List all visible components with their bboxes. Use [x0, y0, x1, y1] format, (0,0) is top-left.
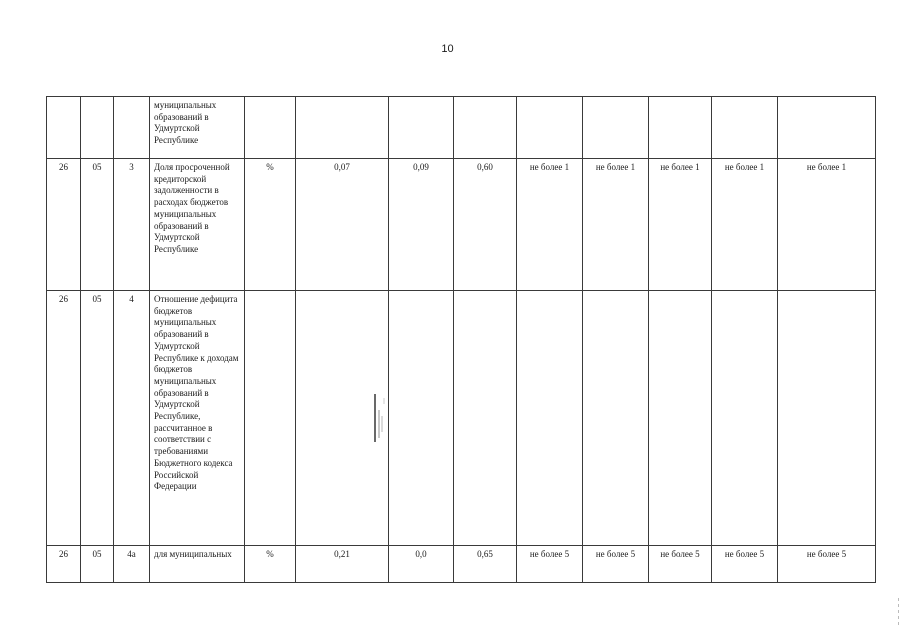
value-cell: 0,0	[389, 546, 454, 583]
code-gp-cell: 26	[47, 159, 81, 291]
indicator-name-cell: Доля просроченной кредиторской задолженности в расходах бюджетов муниципальных образований в Удмуртской Республике	[150, 159, 245, 291]
value-cell: не более 5	[778, 546, 876, 583]
value-cell	[517, 291, 583, 546]
indicator-table	[46, 96, 876, 583]
value-cell	[778, 97, 876, 159]
unit-cell	[245, 97, 296, 159]
indicator-number-cell: 4	[114, 291, 150, 546]
value-cell: 0,07	[296, 159, 389, 291]
unit-cell: %	[245, 546, 296, 583]
scan-stamp-mark	[372, 392, 386, 444]
value-cell	[712, 291, 778, 546]
value-cell	[389, 97, 454, 159]
value-cell: не более 1	[778, 159, 876, 291]
code-pp-cell: 05	[81, 159, 114, 291]
value-cell	[583, 291, 649, 546]
value-cell	[517, 97, 583, 159]
table-row	[47, 159, 876, 291]
value-cell: не более 1	[517, 159, 583, 291]
indicator-name-cell: муниципальных образований в Удмуртской Республике	[150, 97, 245, 159]
value-cell: 0,21	[296, 546, 389, 583]
indicator-number-cell	[114, 97, 150, 159]
value-cell	[649, 97, 712, 159]
value-cell: не более 1	[712, 159, 778, 291]
scan-edge-mark	[897, 598, 900, 628]
value-cell	[454, 291, 517, 546]
value-cell: не более 1	[583, 159, 649, 291]
code-pp-cell	[81, 97, 114, 159]
value-cell: не более 5	[517, 546, 583, 583]
code-pp-cell: 05	[81, 291, 114, 546]
code-pp-cell: 05	[81, 546, 114, 583]
value-cell	[583, 97, 649, 159]
value-cell	[778, 291, 876, 546]
indicator-number-cell: 3	[114, 159, 150, 291]
unit-cell: %	[245, 159, 296, 291]
code-gp-cell	[47, 97, 81, 159]
code-gp-cell: 26	[47, 291, 81, 546]
value-cell	[649, 291, 712, 546]
value-cell: не более 5	[649, 546, 712, 583]
table-row	[47, 291, 876, 546]
value-cell: 0,60	[454, 159, 517, 291]
table-row	[47, 97, 876, 159]
value-cell: не более 5	[712, 546, 778, 583]
value-cell: 0,65	[454, 546, 517, 583]
value-cell	[389, 291, 454, 546]
value-cell: не более 1	[649, 159, 712, 291]
value-cell	[712, 97, 778, 159]
page-number: 10	[441, 43, 454, 55]
indicator-number-cell: 4а	[114, 546, 150, 583]
code-gp-cell: 26	[47, 546, 81, 583]
value-cell: не более 5	[583, 546, 649, 583]
unit-cell	[245, 291, 296, 546]
indicator-name-cell: для муниципальных	[150, 546, 245, 583]
value-cell	[454, 97, 517, 159]
value-cell: 0,09	[389, 159, 454, 291]
indicator-name-cell: Отношение дефицита бюджетов муниципальных образований в Удмуртской Республике к доходам бюджетов муниципальных образований в Удмуртской Республике, рассчитанное в соответствии с требованиями Бюджетного кодекса Российской Федерации	[150, 291, 245, 546]
table-row	[47, 546, 876, 583]
value-cell	[296, 97, 389, 159]
